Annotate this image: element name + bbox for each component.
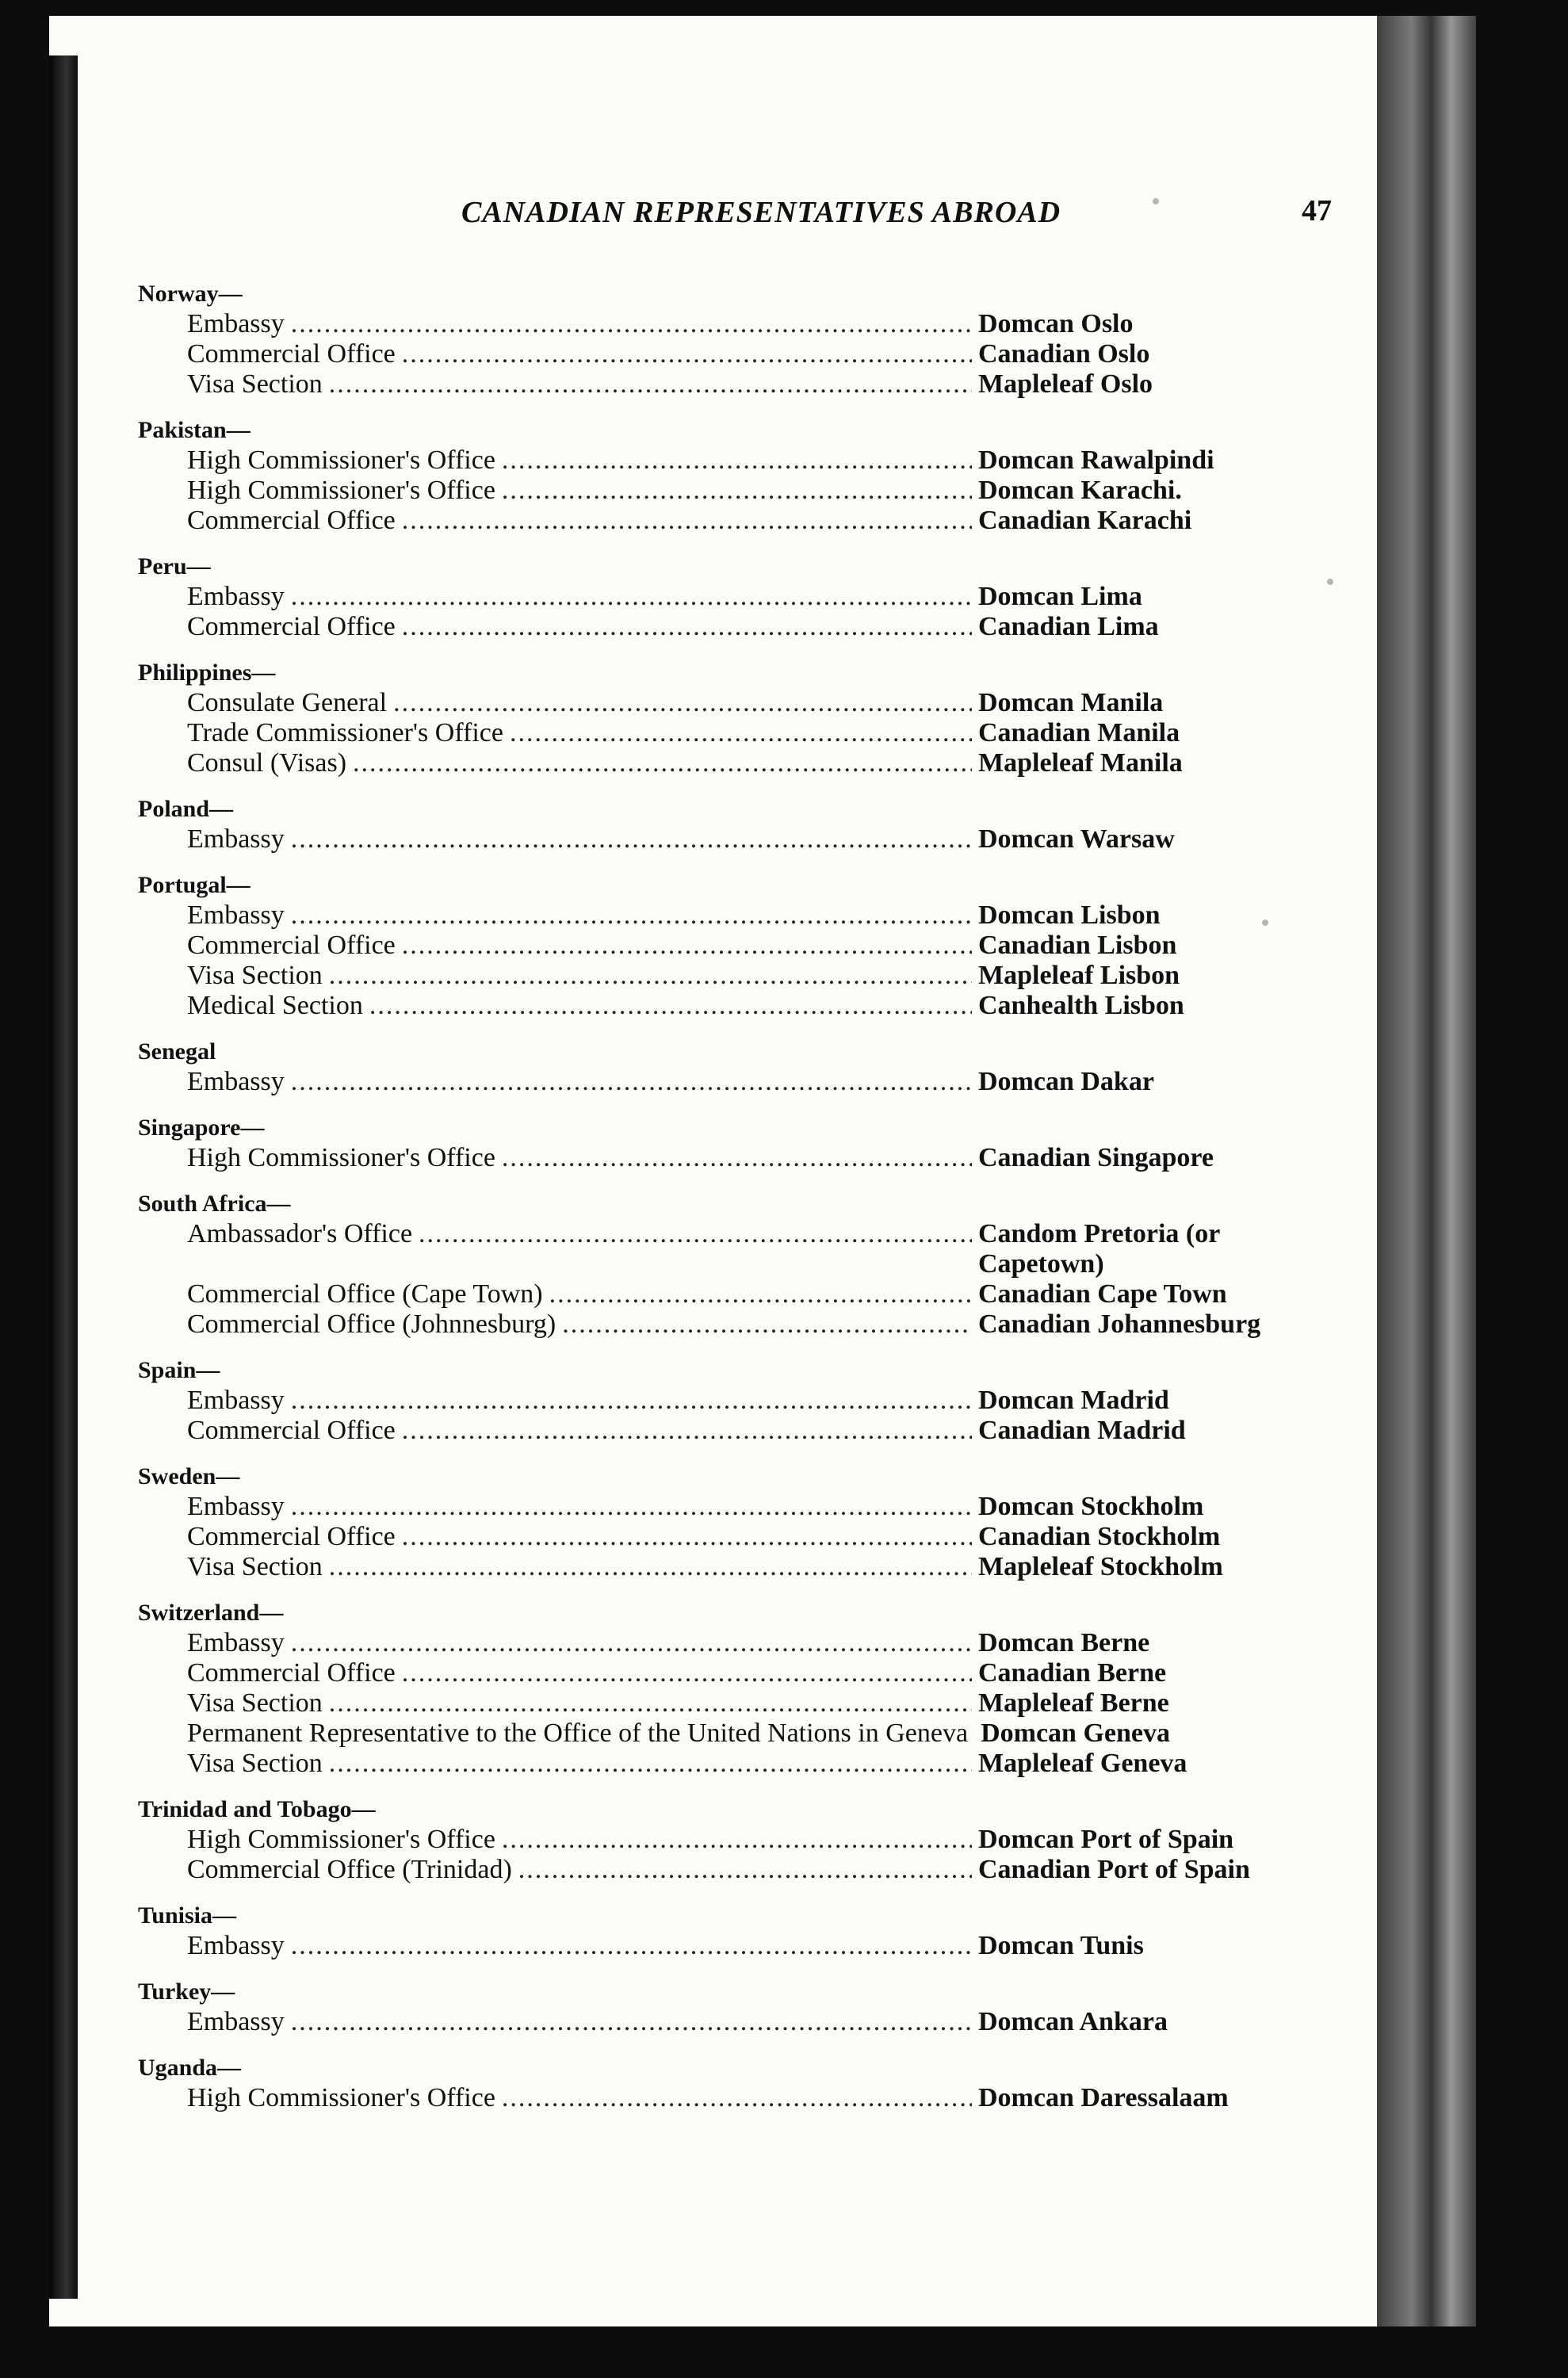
country-section xyxy=(138,794,1311,854)
office-name: Commercial Office xyxy=(187,339,396,369)
country-name: Pakistan— xyxy=(138,417,250,443)
cable-address: Canadian Singapore xyxy=(978,1143,1214,1172)
country-name: Senegal xyxy=(138,1038,216,1065)
cable-address: Domcan Warsaw xyxy=(978,824,1175,854)
cable-address: Domcan Madrid xyxy=(978,1386,1169,1415)
office-name: Commercial Office xyxy=(187,612,396,641)
dot-leader xyxy=(329,369,972,400)
office-name: Visa Section xyxy=(187,961,323,990)
office-name: High Commissioner's Office xyxy=(187,1825,495,1854)
page-binding-shadow xyxy=(49,55,78,2299)
office-entry xyxy=(138,1628,1311,1658)
cable-address: Canadian Berne xyxy=(978,1658,1167,1688)
cable-address: Canadian Johannesburg xyxy=(978,1309,1261,1339)
country-section xyxy=(138,658,1311,778)
office-entry xyxy=(138,2083,1311,2113)
office-entry xyxy=(138,931,1311,961)
representatives-directory xyxy=(138,279,1311,2129)
cable-address: Domcan Ankara xyxy=(978,2007,1168,2036)
cable-address: Canadian Lima xyxy=(978,612,1159,641)
office-entry xyxy=(138,1492,1311,1522)
scan-speck xyxy=(1262,919,1268,926)
office-entry xyxy=(138,339,1311,369)
office-name: Embassy xyxy=(187,582,285,611)
office-name: Embassy xyxy=(187,824,285,854)
office-list xyxy=(138,1492,1311,1582)
dot-leader xyxy=(291,1386,972,1416)
cable-address: Mapleleaf Berne xyxy=(978,1688,1169,1718)
country-section xyxy=(138,1977,1311,2037)
office-list xyxy=(138,900,1311,1021)
cable-address: Domcan Lima xyxy=(978,582,1142,611)
office-entry xyxy=(138,506,1311,536)
dot-leader xyxy=(329,1552,972,1582)
country-section xyxy=(138,552,1311,642)
dot-leader xyxy=(402,339,972,369)
office-list xyxy=(138,445,1311,536)
cable-address: Domcan Port of Spain xyxy=(978,1825,1234,1854)
dot-leader xyxy=(562,1309,972,1340)
page-title: CANADIAN REPRESENTATIVES ABROAD xyxy=(461,196,1061,229)
country-section xyxy=(138,1795,1311,1885)
office-entry xyxy=(138,1719,1311,1749)
country-section xyxy=(138,1355,1311,1446)
cable-address: Domcan Oslo xyxy=(978,309,1134,338)
office-name: Commercial Office xyxy=(187,1522,396,1551)
cable-address: Canadian Port of Spain xyxy=(978,1855,1250,1884)
office-list xyxy=(138,2083,1311,2113)
dot-leader xyxy=(502,476,972,506)
office-list xyxy=(138,1067,1311,1097)
dot-leader xyxy=(353,748,972,778)
office-name: Embassy xyxy=(187,1492,285,1521)
country-section xyxy=(138,415,1311,536)
office-name: Embassy xyxy=(187,2007,285,2036)
office-entry xyxy=(138,476,1311,506)
dot-leader xyxy=(402,1658,972,1688)
office-entry xyxy=(138,1143,1311,1173)
dot-leader xyxy=(291,1931,972,1961)
cable-address: Domcan Karachi. xyxy=(978,476,1182,505)
office-entry xyxy=(138,824,1311,854)
office-entry xyxy=(138,1309,1311,1340)
dot-leader xyxy=(329,961,972,991)
cable-address: Canadian Madrid xyxy=(978,1416,1186,1445)
dot-leader xyxy=(291,2007,972,2037)
cable-address: Mapleleaf Lisbon xyxy=(978,961,1180,990)
office-entry xyxy=(138,1552,1311,1582)
office-entry xyxy=(138,991,1311,1021)
office-list xyxy=(138,1931,1311,1961)
office-entry xyxy=(138,1386,1311,1416)
office-name: Embassy xyxy=(187,1931,285,1960)
cable-address: Domcan Geneva xyxy=(981,1719,1170,1748)
dot-leader xyxy=(291,900,972,931)
dot-leader xyxy=(329,1749,972,1779)
scan-speck xyxy=(1153,198,1159,205)
cable-address: Canadian Manila xyxy=(978,718,1180,747)
office-entry xyxy=(138,369,1311,400)
country-section xyxy=(138,1113,1311,1173)
page-number: 47 xyxy=(1302,194,1332,227)
cable-address: Mapleleaf Oslo xyxy=(978,369,1153,399)
office-name: Embassy xyxy=(187,1386,285,1415)
dot-leader xyxy=(549,1279,972,1309)
dot-leader xyxy=(402,1522,972,1552)
country-name: Turkey— xyxy=(138,1978,235,2005)
office-entry xyxy=(138,1416,1311,1446)
office-list xyxy=(138,824,1311,854)
cable-address: Domcan Daressalaam xyxy=(978,2083,1229,2112)
office-entry xyxy=(138,1931,1311,1961)
cable-address: Domcan Tunis xyxy=(978,1931,1144,1960)
dot-leader xyxy=(419,1219,972,1249)
dot-leader xyxy=(291,582,972,612)
dot-leader xyxy=(291,1067,972,1097)
office-entry xyxy=(138,688,1311,718)
country-name: Tunisia— xyxy=(138,1902,236,1929)
dot-leader xyxy=(402,1416,972,1446)
cable-address: Domcan Dakar xyxy=(978,1067,1154,1096)
office-list xyxy=(138,309,1311,400)
office-list xyxy=(138,2007,1311,2037)
cable-address: Domcan Berne xyxy=(978,1628,1150,1657)
office-name: Commercial Office xyxy=(187,1658,396,1688)
cable-address: Mapleleaf Geneva xyxy=(978,1749,1187,1778)
office-list xyxy=(138,582,1311,642)
dot-leader xyxy=(402,931,972,961)
country-section xyxy=(138,870,1311,1021)
office-entry xyxy=(138,748,1311,778)
office-entry xyxy=(138,1688,1311,1719)
cable-address: Domcan Rawalpindi xyxy=(978,445,1214,475)
dot-leader xyxy=(518,1855,972,1885)
office-list xyxy=(138,1219,1311,1340)
office-name: Commercial Office xyxy=(187,1416,396,1445)
office-entry xyxy=(138,900,1311,931)
office-name: High Commissioner's Office xyxy=(187,1143,495,1172)
office-name: Commercial Office xyxy=(187,506,396,535)
cable-address: Canadian Cape Town xyxy=(978,1279,1227,1309)
country-name: Poland— xyxy=(138,796,234,822)
office-entry xyxy=(138,1067,1311,1097)
office-entry xyxy=(138,445,1311,476)
office-name: Consulate General xyxy=(187,688,388,717)
dot-leader xyxy=(369,991,972,1021)
country-name: Portugal— xyxy=(138,872,250,898)
office-name: Visa Section xyxy=(187,1688,323,1718)
dot-leader xyxy=(502,1143,972,1173)
office-entry xyxy=(138,1749,1311,1779)
office-entry xyxy=(138,1658,1311,1688)
office-name: Embassy xyxy=(187,900,285,930)
office-entry xyxy=(138,1279,1311,1309)
dot-leader xyxy=(291,824,972,854)
dot-leader xyxy=(402,612,972,642)
country-name: Switzerland— xyxy=(138,1600,284,1626)
country-section xyxy=(138,1901,1311,1961)
office-entry xyxy=(138,1855,1311,1885)
office-name: Medical Section xyxy=(187,991,363,1020)
cable-address: Canadian Oslo xyxy=(978,339,1150,369)
office-entry xyxy=(138,582,1311,612)
office-list xyxy=(138,1628,1311,1779)
page-edge-shadow xyxy=(1377,16,1476,2326)
office-list xyxy=(138,688,1311,778)
office-name: Trade Commissioner's Office xyxy=(187,718,503,747)
office-entry xyxy=(138,2007,1311,2037)
office-name: Consul (Visas) xyxy=(187,748,347,778)
office-name: Embassy xyxy=(187,1067,285,1096)
dot-leader xyxy=(393,688,972,718)
cable-address: Domcan Manila xyxy=(978,688,1164,717)
cable-address: Candom Pretoria (or Capetown) xyxy=(978,1219,1221,1279)
office-name: Embassy xyxy=(187,309,285,338)
office-name: Commercial Office (Trinidad) xyxy=(187,1855,512,1884)
office-name: High Commissioner's Office xyxy=(187,2083,495,2112)
dot-leader xyxy=(291,1628,972,1658)
cable-address: Canadian Lisbon xyxy=(978,931,1177,960)
office-name: Ambassador's Office xyxy=(187,1219,413,1248)
cable-address: Domcan Lisbon xyxy=(978,900,1161,930)
office-list xyxy=(138,1386,1311,1446)
office-list xyxy=(138,1143,1311,1173)
dot-leader xyxy=(291,1492,972,1522)
office-name: Permanent Representative to the Office of the United Nations in Geneva xyxy=(187,1719,969,1748)
office-name: High Commissioner's Office xyxy=(187,476,495,505)
country-section xyxy=(138,1189,1311,1340)
cable-address: Mapleleaf Manila xyxy=(978,748,1183,778)
office-name: Visa Section xyxy=(187,369,323,399)
office-entry xyxy=(138,309,1311,339)
office-entry xyxy=(138,1522,1311,1552)
office-name: Commercial Office (Cape Town) xyxy=(187,1279,543,1309)
country-section xyxy=(138,2053,1311,2113)
cable-address: Canhealth Lisbon xyxy=(978,991,1184,1020)
dot-leader xyxy=(502,1825,972,1855)
scan-speck xyxy=(1327,579,1333,585)
dot-leader xyxy=(402,506,972,536)
country-name: Peru— xyxy=(138,553,211,579)
country-name: Philippines— xyxy=(138,659,276,686)
dot-leader xyxy=(329,1688,972,1719)
office-name: Commercial Office (Johnnesburg) xyxy=(187,1309,556,1339)
country-section xyxy=(138,279,1311,400)
country-name: Singapore— xyxy=(138,1114,265,1141)
dot-leader xyxy=(502,445,972,476)
office-entry xyxy=(138,1825,1311,1855)
cable-address: Canadian Karachi xyxy=(978,506,1192,535)
office-name: Commercial Office xyxy=(187,931,396,960)
office-name: High Commissioner's Office xyxy=(187,445,495,475)
office-entry xyxy=(138,1219,1311,1279)
dot-leader xyxy=(291,309,972,339)
office-entry xyxy=(138,718,1311,748)
scanned-page xyxy=(49,16,1476,2326)
office-entry xyxy=(138,612,1311,642)
country-section xyxy=(138,1037,1311,1097)
country-name: Spain— xyxy=(138,1357,220,1383)
office-list xyxy=(138,1825,1311,1885)
country-name: South Africa— xyxy=(138,1191,291,1217)
dot-leader xyxy=(502,2083,972,2113)
country-name: Trinidad and Tobago— xyxy=(138,1796,376,1822)
country-section xyxy=(138,1462,1311,1582)
cable-address: Canadian Stockholm xyxy=(978,1522,1221,1551)
office-name: Embassy xyxy=(187,1628,285,1657)
cable-address: Domcan Stockholm xyxy=(978,1492,1204,1521)
office-name: Visa Section xyxy=(187,1552,323,1581)
office-entry xyxy=(138,961,1311,991)
office-name: Visa Section xyxy=(187,1749,323,1778)
country-name: Norway— xyxy=(138,281,243,307)
dot-leader xyxy=(510,718,972,748)
country-name: Sweden— xyxy=(138,1463,240,1489)
country-section xyxy=(138,1598,1311,1779)
cable-address: Mapleleaf Stockholm xyxy=(978,1552,1223,1581)
country-name: Uganda— xyxy=(138,2055,242,2081)
